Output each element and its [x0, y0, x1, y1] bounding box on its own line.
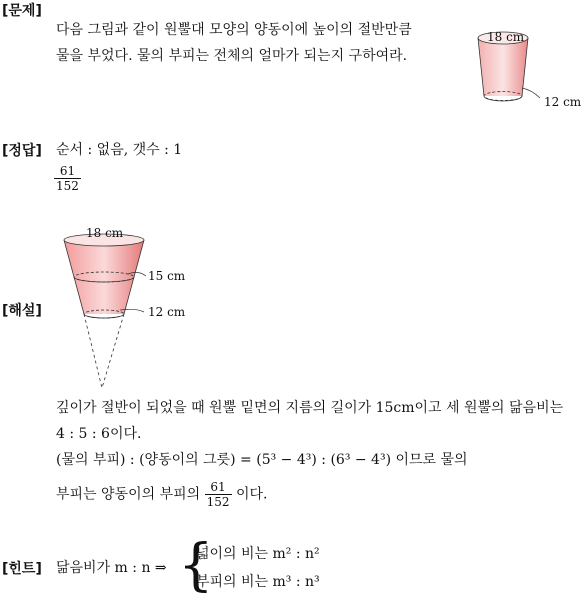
explanation-fraction — [205, 480, 232, 509]
bucket-top-label: 18 cm — [487, 30, 525, 44]
answer-order-line: 순서 : 없음, 갯수 : 1 — [56, 142, 183, 158]
hint-lead: 닮음비가 m : n ⇒ — [56, 560, 167, 576]
bucket-body — [478, 38, 528, 96]
answer-fraction — [54, 164, 81, 193]
explanation-line1: 깊이가 절반이 되었을 때 원뿔 밑면의 지름의 길이가 15cm이고 세 원뿔의 닮음비는 — [56, 400, 564, 416]
problem-tag: [문제] — [2, 3, 42, 19]
cone-top-label: 18 cm — [86, 226, 124, 240]
answer-tag: [정답] — [2, 143, 42, 159]
hint-brace: { — [178, 533, 214, 598]
hint-row-volume: 부피의 비는 m³ : n³ — [196, 574, 320, 590]
explanation-line4-pre: 부피는 양동이의 부피의 — [56, 486, 201, 503]
cone-bottom-label: 12 cm — [148, 305, 186, 319]
explanation-line2: 4 : 5 : 6이다. — [56, 426, 142, 442]
cone-frustum-body — [64, 240, 144, 314]
answer-denominator: 152 — [56, 179, 79, 193]
hint-tag: [힌트] — [2, 561, 42, 577]
bucket-figure — [470, 24, 588, 114]
explanation-line3: (물의 부피) : (양동이의 그릇) = (5³ − 4³) : (6³ − 4³) 이므로 물의 — [56, 452, 468, 468]
hint-row-area: 넓이의 비는 m² : n² — [196, 546, 320, 562]
problem-text-line1: 다음 그림과 같이 원뿔대 모양의 양동이에 높이의 절반만큼 — [56, 22, 412, 38]
answer-numerator: 61 — [59, 164, 76, 178]
bucket-bottom-label: 12 cm — [544, 95, 582, 109]
cone-mid-label: 15 cm — [148, 269, 186, 283]
explanation-denominator: 152 — [206, 495, 230, 509]
explanation-line4-post: 이다. — [235, 486, 268, 503]
explanation-line4 — [56, 480, 267, 509]
explanation-numerator: 61 — [210, 480, 226, 494]
explanation-tag: [해설] — [2, 303, 42, 319]
cone-figure — [56, 222, 206, 392]
problem-text-line2: 물을 부었다. 물의 부피는 전체의 얼마가 되는지 구하여라. — [56, 48, 408, 64]
